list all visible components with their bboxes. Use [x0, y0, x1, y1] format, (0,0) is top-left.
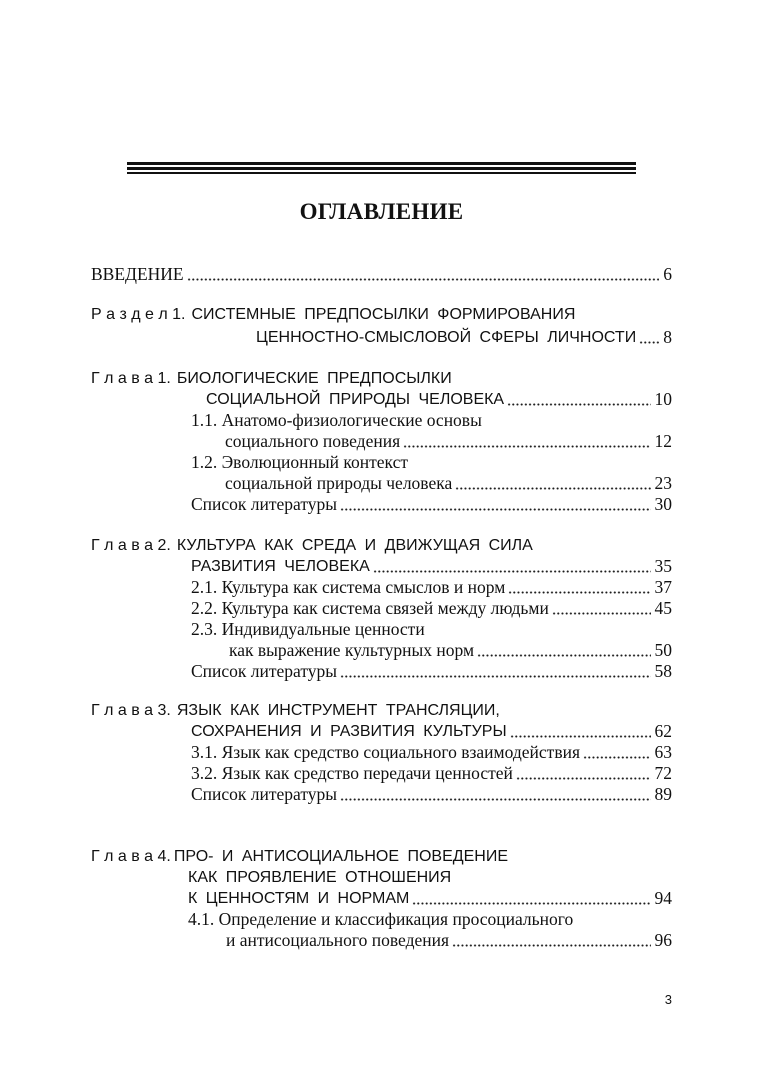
chapter-heading-line: [91, 867, 672, 888]
toc-bibliography: [91, 494, 672, 515]
dot-leader: [639, 327, 659, 348]
dot-leader: [583, 742, 651, 763]
page-number: 8: [663, 327, 672, 347]
chapter-heading-line: [91, 535, 672, 556]
subentry-title: 4.1. Определение и классификация просоциального: [188, 909, 574, 929]
dot-leader: [373, 556, 651, 577]
toc-subentry: [91, 452, 672, 473]
dot-leader: [455, 473, 650, 494]
toc-chapter-1: [91, 368, 672, 515]
toc-subentry: [91, 598, 672, 619]
subentry-title: социального поведения: [225, 431, 401, 451]
chapter-title-line: СОХРАНЕНИЯ И РАЗВИТИЯ КУЛЬТУРЫ: [191, 723, 507, 740]
toc-entry-introduction: [91, 264, 672, 285]
subentry-title: 2.3. Индивидуальные ценности: [191, 619, 425, 639]
section-title-line: ЦЕННОСТНО-СМЫСЛОВОЙ СФЕРЫ ЛИЧНОСТИ: [256, 329, 637, 346]
subentry-title: Список литературы: [191, 494, 338, 514]
header-rule-middle: [127, 167, 636, 170]
chapter-heading-line: [91, 721, 672, 742]
page-title: ОГЛАВЛЕНИЕ: [299, 199, 464, 224]
subentry-title: 3.2. Язык как средство передачи ценностей: [191, 763, 513, 783]
toc-subentry: [91, 742, 672, 763]
page-number: 23: [654, 473, 672, 493]
subentry-title: 1.2. Эволюционный контекст: [191, 452, 408, 472]
entry-title: ВВЕДЕНИЕ: [91, 264, 184, 284]
dot-leader: [340, 661, 650, 682]
toc-subentry: [91, 577, 672, 598]
dot-leader: [412, 888, 650, 909]
section-heading-line: [91, 327, 672, 348]
dot-leader: [552, 598, 651, 619]
chapter-title-line: БИОЛОГИЧЕСКИЕ ПРЕДПОСЫЛКИ: [176, 370, 452, 387]
subentry-title: 2.2. Культура как система связей между людьми: [191, 598, 549, 618]
subentry-title: и антисоциального поведения: [226, 930, 450, 950]
toc-subentry: [91, 930, 672, 951]
table-of-contents: [91, 264, 672, 951]
toc-subentry: [91, 909, 672, 930]
chapter-heading-line: [91, 368, 672, 389]
chapter-title-line: СОЦИАЛЬНОЙ ПРИРОДЫ ЧЕЛОВЕКА: [206, 391, 505, 408]
subentry-title: 1.1. Анатомо-физиологические основы: [191, 410, 482, 430]
page-folio: 3: [664, 992, 672, 1007]
toc-chapter-4: [91, 846, 672, 951]
page-number: 62: [654, 721, 672, 741]
dot-leader: [340, 494, 650, 515]
toc-bibliography: [91, 661, 672, 682]
page-number: 63: [654, 742, 672, 762]
page-number: 94: [654, 888, 672, 908]
toc-subentry: [91, 431, 672, 452]
subentry-title: социальной природы человека: [225, 473, 453, 493]
toc-subentry: [91, 640, 672, 661]
toc-chapter-3: [91, 700, 672, 805]
subentry-title: Список литературы: [191, 661, 338, 681]
dot-leader: [340, 784, 650, 805]
page-number: 96: [654, 930, 672, 950]
page-number: 37: [654, 577, 672, 597]
page-number: 6: [663, 264, 672, 284]
section-title-line: СИСТЕМНЫЕ ПРЕДПОСЫЛКИ ФОРМИРОВАНИЯ: [191, 306, 576, 323]
toc-section-1: [91, 304, 672, 348]
subentry-title: Список литературы: [191, 784, 338, 804]
page-number: 10: [654, 389, 672, 409]
dot-leader: [477, 640, 650, 661]
toc-subentry: [91, 619, 672, 640]
page-number: 50: [654, 640, 672, 660]
subentry-title: 3.1. Язык как средство социального взаимодействия: [191, 742, 580, 762]
dot-leader: [187, 264, 660, 285]
page-number: 45: [654, 598, 672, 618]
page-number: 72: [654, 763, 672, 783]
header-rule-top: [127, 162, 636, 165]
toc-subentry: [91, 473, 672, 494]
subentry-title: как выражение культурных норм: [229, 640, 475, 660]
chapter-title-line: КАК ПРОЯВЛЕНИЕ ОТНОШЕНИЯ: [188, 869, 452, 886]
chapter-heading-line: [91, 700, 672, 721]
dot-leader: [452, 930, 650, 951]
chapter-title-line: КУЛЬТУРА КАК СРЕДА И ДВИЖУЩАЯ СИЛА: [176, 537, 533, 554]
dot-leader: [510, 721, 651, 742]
chapter-label: Г л а в а 4.: [91, 848, 171, 865]
chapter-heading-line: [91, 888, 672, 909]
chapter-title-line: ПРО- И АНТИСОЦИАЛЬНОЕ ПОВЕДЕНИЕ: [173, 848, 509, 865]
toc-chapter-2: [91, 535, 672, 682]
toc-subentry: [91, 763, 672, 784]
chapter-title-line: К ЦЕННОСТЯМ И НОРМАМ: [188, 890, 410, 907]
page-number: 30: [654, 494, 672, 514]
page-number: 89: [654, 784, 672, 804]
chapter-title-line: РАЗВИТИЯ ЧЕЛОВЕКА: [191, 558, 370, 575]
chapter-label: Г л а в а 3.: [91, 702, 171, 719]
dot-leader: [508, 577, 650, 598]
dot-leader: [516, 763, 651, 784]
toc-bibliography: [91, 784, 672, 805]
section-label: Р а з д е л 1.: [91, 306, 186, 323]
dot-leader: [403, 431, 650, 452]
chapter-label: Г л а в а 2.: [91, 537, 171, 554]
page-number: 12: [654, 431, 672, 451]
chapter-title-line: ЯЗЫК КАК ИНСТРУМЕНТ ТРАНСЛЯЦИИ,: [176, 702, 500, 719]
subentry-title: 2.1. Культура как система смыслов и норм: [191, 577, 506, 597]
section-heading-line: [91, 304, 672, 325]
page-number: 58: [654, 661, 672, 681]
toc-subentry: [91, 410, 672, 431]
chapter-heading-line: [91, 556, 672, 577]
chapter-heading-line: [91, 846, 672, 867]
chapter-label: Г л а в а 1.: [91, 370, 171, 387]
header-rule-bottom: [127, 172, 636, 174]
dot-leader: [507, 389, 650, 410]
page-number: 35: [654, 556, 672, 576]
chapter-heading-line: [91, 389, 672, 410]
